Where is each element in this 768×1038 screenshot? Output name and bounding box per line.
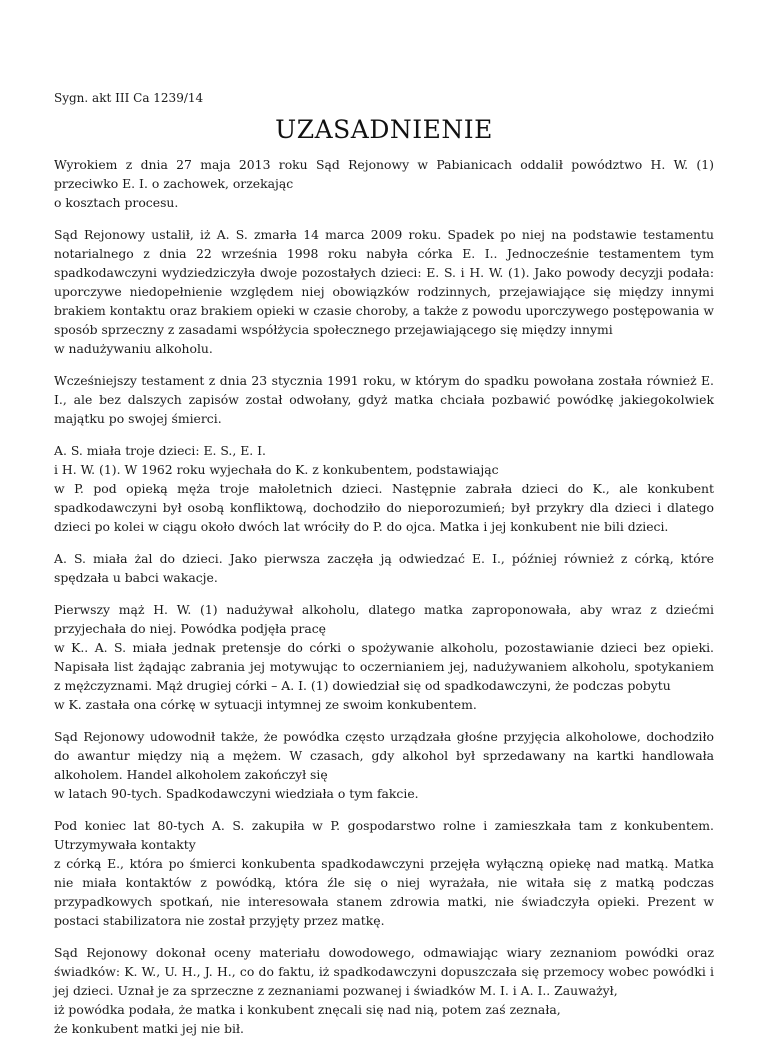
paragraph-line: z córką E., która po śmierci konkubenta spadkodawczyni przejęła wyłączną opiekę nad matką. Matka nie miała kontaktów z powódką, która źle się o niej wyrażała, nie witała się z matką podczas przypadkowych spotkań, nie interesowała stanem zdrowia matki, nie świadczyła opieki. Prezent w postaci stabilizatora nie został przyjęty przez matkę. xyxy=(54,856,714,928)
paragraph-7 xyxy=(54,727,714,803)
paragraph-4 xyxy=(54,441,714,536)
paragraph-5 xyxy=(54,549,714,587)
paragraph-line: w K.. A. S. miała jednak pretensje do córki o spożywanie alkoholu, pozostawianie dzieci bez opieki. Napisała list żądając zabrania jej motywując to oczernianiem jej, nadużywaniem alkoholu, spotykaniem z mężczyznami. Mąż drugiej córki – A. I. (1) dowiedział się od spadkodawczyni, że podczas pobytu xyxy=(54,640,714,693)
paragraph-line: A. S. miała troje dzieci: E. S., E. I. xyxy=(54,443,266,458)
paragraph-line: o kosztach procesu. xyxy=(54,195,179,210)
paragraph-line: Sąd Rejonowy udowodnił także, że powódka często urządzała głośne przyjęcia alkoholowe, dochodziło do awantur między nią a mężem. W czasach, gdy alkohol był sprzedawany na kartki handlowała alkoholem. Handel alkoholem zakończył się xyxy=(54,729,714,782)
paragraph-line: że konkubent matki jej nie bił. xyxy=(54,1021,244,1036)
paragraph-line: w P. pod opieką męża troje małoletnich dzieci. Następnie zabrała dzieci do K., ale konkubent spadkodawczyni był osobą konfliktową, dochodziło do nieporozumień; był przykry dla dzieci i dlatego dzieci po kolei w ciągu około dwóch lat wróciły do P. do ojca. Matka i jej konkubent nie bili dzieci. xyxy=(54,481,714,534)
case-signature: Sygn. akt III Ca 1239/14 xyxy=(54,91,204,105)
paragraph-2 xyxy=(54,225,714,358)
paragraph-line: iż powódka podała, że matka i konkubent znęcali się nad nią, potem zaś zeznała, xyxy=(54,1002,561,1017)
document-title: UZASADNIENIE xyxy=(275,115,493,144)
paragraph-line: Sąd Rejonowy dokonał oceny materiału dowodowego, odmawiając wiary zeznaniom powódki oraz świadków: K. W., U. H., J. H., co do faktu, iż spadkodawczyni dopuszczała się przemocy wobec powódki i jej dzieci. Uznał je za sprzeczne z zeznaniami pozwanej i świadków M. I. i A. I.. Zauważył, xyxy=(54,945,714,998)
paragraph-6 xyxy=(54,600,714,714)
paragraph-line: Pierwszy mąż H. W. (1) nadużywał alkoholu, dlatego matka zaproponowała, aby wraz z dziećmi przyjechała do niej. Powódka podjęła pracę xyxy=(54,602,714,636)
paragraph-line: w latach 90-tych. Spadkodawczyni wiedziała o tym fakcie. xyxy=(54,786,419,801)
paragraph-1 xyxy=(54,155,714,212)
paragraph-line: w nadużywaniu alkoholu. xyxy=(54,341,213,356)
paragraph-line: Wyrokiem z dnia 27 maja 2013 roku Sąd Rejonowy w Pabianicach oddalił powództwo H. W. (1) przeciwko E. I. o zachowek, orzekając xyxy=(54,157,714,191)
paragraph-line: A. S. miała żal do dzieci. Jako pierwsza zaczęła ją odwiedzać E. I., później również z córką, które spędzała u babci wakacje. xyxy=(54,551,714,585)
paragraph-3 xyxy=(54,371,714,428)
paragraph-line: Pod koniec lat 80-tych A. S. zakupiła w P. gospodarstwo rolne i zamieszkała tam z konkubentem. Utrzymywała kontakty xyxy=(54,818,714,852)
paragraph-8 xyxy=(54,816,714,930)
paragraph-line: Sąd Rejonowy ustalił, iż A. S. zmarła 14 marca 2009 roku. Spadek po niej na podstawie testamentu notarialnego z dnia 22 września 1998 roku nabyła córka E. I.. Jednocześnie testamentem tym spadkodawczyni wydziedziczyła dwoje pozostałych dzieci: E. S. i H. W. (1). Jako powody decyzji podała: uporczywe niedopełnienie względem niej obowiązków rodzinnych, przejawiające się między innymi brakiem kontaktu oraz brakiem opieki w czasie choroby, a także z powodu uporczywego postępowania w sposób sprzeczny z zasadami współżycia społecznego przejawiającego się między innymi xyxy=(54,227,714,337)
paragraph-line: w K. zastała ona córkę w sytuacji intymnej ze swoim konkubentem. xyxy=(54,697,477,712)
paragraph-9 xyxy=(54,943,714,1038)
paragraph-line: i H. W. (1). W 1962 roku wyjechała do K. z konkubentem, podstawiając xyxy=(54,462,499,477)
paragraph-line: Wcześniejszy testament z dnia 23 stycznia 1991 roku, w którym do spadku powołana została również E. I., ale bez dalszych zapisów został odwołany, gdyż matka chciała pozbawić powódkę jakiegokolwiek majątku po swojej śmierci. xyxy=(54,373,714,426)
